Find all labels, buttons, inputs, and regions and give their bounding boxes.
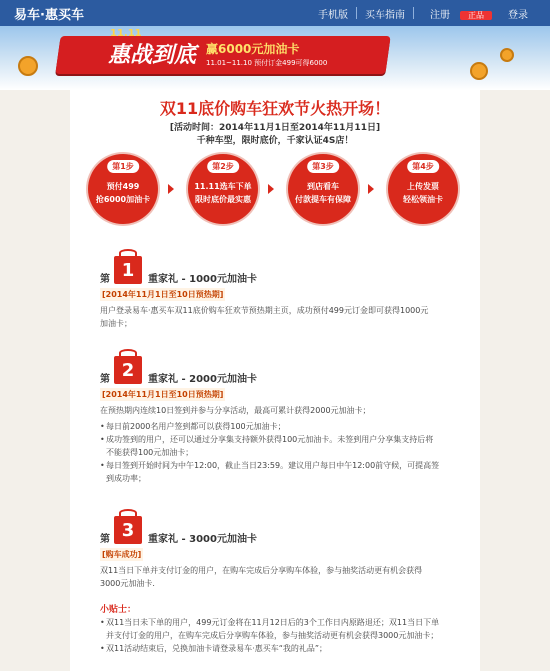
section-text: 双11当日下单并支付订金的用户，在购车完成后分享购车体验，参与抽奖活动更有机会获得3000元加油卡. bbox=[100, 566, 423, 588]
step-number: 第2步 bbox=[207, 160, 239, 173]
gift-box-icon bbox=[114, 356, 142, 384]
arrow-right-icon bbox=[368, 184, 374, 194]
list-item: • 每日前2000名用户签到都可以获得100元加油卡； bbox=[100, 420, 440, 433]
promo-banner[interactable] bbox=[0, 26, 550, 90]
nav-mobile-link[interactable]: 手机版 bbox=[318, 9, 348, 21]
nav-guide-link[interactable]: 买车指南 bbox=[365, 9, 405, 21]
section-label: 第 bbox=[100, 374, 110, 385]
step-text: 付款提车有保障 bbox=[295, 195, 351, 204]
list-item: • 成功签到的用户，还可以通过分享集支持额外获得100元加油卡。未签到用户分享集支持后将不能获得100元加油卡； bbox=[100, 433, 440, 459]
section-bullets bbox=[100, 420, 440, 485]
steps-row bbox=[88, 154, 468, 232]
banner-title: 惠战到底 bbox=[108, 43, 197, 68]
section-label: 第 bbox=[100, 274, 110, 285]
nav-register-link[interactable]: 注册 正品 bbox=[414, 6, 500, 21]
step-1[interactable] bbox=[88, 154, 158, 224]
activity-slogan: 千种车型，限时底价，千家认证4S店！ bbox=[196, 136, 354, 146]
list-item: • 双11活动结束后，兑换加油卡请登录易车·惠买车“我的礼品”； bbox=[100, 642, 440, 655]
gift-number: 2 bbox=[121, 360, 135, 381]
arrow-right-icon bbox=[168, 184, 174, 194]
gift-bow-icon bbox=[119, 509, 137, 517]
step-number: 第1步 bbox=[107, 160, 139, 173]
step-2[interactable] bbox=[188, 154, 258, 224]
section-tag: [购车成功] bbox=[102, 550, 142, 559]
gift-box-icon bbox=[114, 516, 142, 544]
gift-number: 1 bbox=[121, 260, 135, 281]
section-text: 用户登录易车·惠买车双11底价购车狂欢节预热期主页，成功预付499元订金即可获得1000元加油卡； bbox=[100, 306, 429, 328]
promo-badge: 正品 bbox=[460, 11, 492, 20]
nav-login-link[interactable]: 登录 bbox=[508, 9, 528, 21]
tips-list bbox=[100, 616, 440, 655]
step-text: 到店看车 bbox=[307, 182, 339, 191]
section-title: 重家礼 - 3000元加油卡 bbox=[148, 534, 257, 545]
gift-bow-icon bbox=[119, 249, 137, 257]
step-text: 预付499 bbox=[106, 182, 140, 191]
section-text: 在预热期内连续10日签到并参与分享活动，最高可累计获得2000元加油卡； bbox=[100, 406, 371, 415]
section-tag: [2014年11月1日至10日预热期] bbox=[102, 390, 224, 399]
gift-number: 3 bbox=[121, 520, 135, 541]
banner-date: 11.11 bbox=[110, 28, 142, 39]
top-nav bbox=[310, 6, 536, 21]
tips-heading: 小贴士： bbox=[100, 605, 137, 615]
section-title: 重家礼 - 2000元加油卡 bbox=[148, 374, 257, 385]
coin-icon bbox=[500, 48, 514, 62]
site-logo[interactable]: 易车·惠买车 bbox=[14, 7, 84, 23]
step-text: 轻松领油卡 bbox=[403, 195, 443, 204]
coin-icon bbox=[18, 56, 38, 76]
step-4[interactable] bbox=[388, 154, 458, 224]
step-text: 11.11选车下单 bbox=[194, 182, 252, 191]
section-title: 重家礼 - 1000元加油卡 bbox=[148, 274, 257, 285]
coin-icon bbox=[470, 62, 488, 80]
top-navigation-bar bbox=[0, 0, 550, 26]
gift-box-icon bbox=[114, 256, 142, 284]
list-item: • 双11当日未下单的用户，499元订金将在11月12日后的3个工作日内原路退还；双11当日下单并支付订金的用户，在购车完成后分享购车体验，参与抽奖活动更有机会获得3000元加油卡； bbox=[100, 616, 440, 642]
step-number: 第4步 bbox=[407, 160, 439, 173]
banner-prize: 赢6000元加油卡 bbox=[206, 42, 300, 56]
step-text: 限时底价最实惠 bbox=[195, 195, 251, 204]
section-tag: [2014年11月1日至10日预热期] bbox=[102, 290, 224, 299]
step-number: 第3步 bbox=[307, 160, 339, 173]
activity-period: [活动时间：2014年11月1日至2014年11月11日] bbox=[169, 123, 381, 133]
arrow-right-icon bbox=[268, 184, 274, 194]
gift-bow-icon bbox=[119, 349, 137, 357]
page-title: 双11底价购车狂欢节火热开场！ bbox=[159, 99, 391, 118]
list-item: • 每日签到开始时间为中午12:00，截止当日23:59。建议用户每日中午12:00前守候，可提高签到成功率； bbox=[100, 459, 440, 485]
step-3[interactable] bbox=[288, 154, 358, 224]
step-text: 上传发票 bbox=[407, 182, 439, 191]
activity-card bbox=[70, 90, 480, 671]
banner-subtitle: 11.01~11.10 预付订金499可得6000 bbox=[206, 59, 328, 67]
step-text: 抢6000加油卡 bbox=[95, 195, 151, 204]
section-label: 第 bbox=[100, 534, 110, 545]
